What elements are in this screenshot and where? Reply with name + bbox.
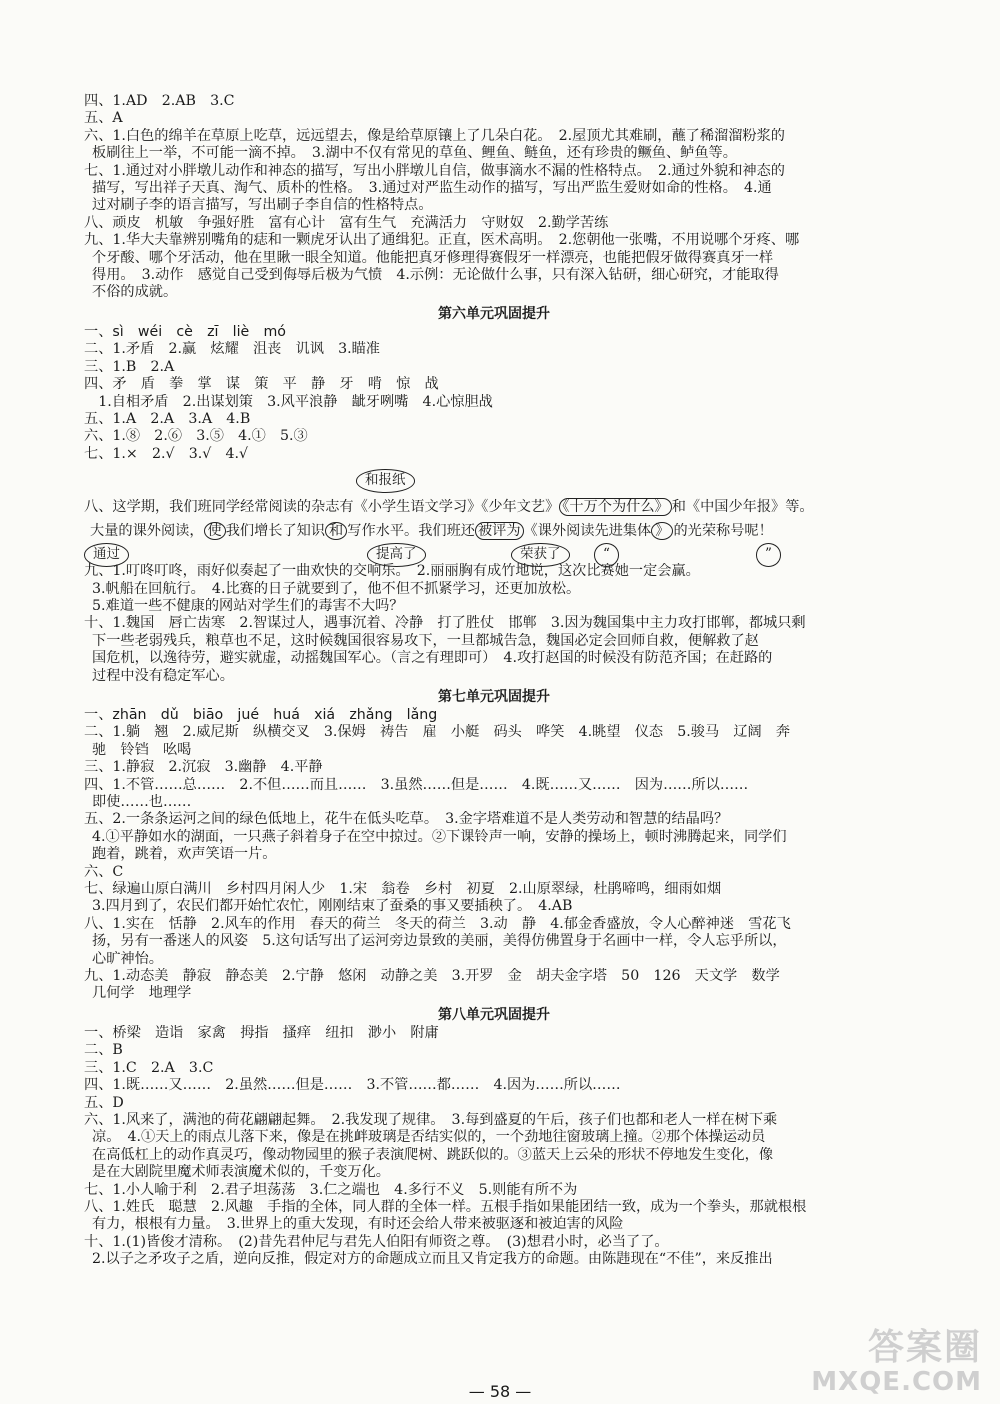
proof-mark-circle: 和 <box>325 522 347 540</box>
answer-line: 1.自相矛盾 2.出谋划策 3.风平浪静 龇牙咧嘴 4.心惊胆战 <box>84 393 493 410</box>
answer-line: 八、1.实在 恬静 2.风车的作用 春天的荷兰 冬天的荷兰 3.动 静 4.郁金香盛放，令人心醉神迷 雪花飞 <box>84 915 791 932</box>
answer-line: 五、A <box>84 110 123 127</box>
watermark-text: 答案圈 <box>867 1327 982 1368</box>
answer-line: 八、1.姓氏 聪慧 2.风趣 手指的全体，同人群的全体一样。五根手指如果能团结一致，成为一个拳头，那就根根 <box>84 1198 807 1215</box>
answer-line: 二、B <box>84 1042 123 1059</box>
answer-line: 过对刷子李的语言描写，写出刷子李自信的性格特点。 <box>92 197 433 214</box>
answer-line: 九、1.叮咚叮咚，雨好似奏起了一曲欢快的交响乐。 2.丽丽胸有成竹地说，这次比赛她一定会赢。 <box>84 563 700 580</box>
answer-line: 是在大剧院里魔术师表演魔术似的，千变万化。 <box>92 1164 390 1181</box>
answer-line: 三、1.静寂 2.沉寂 3.幽静 4.平静 <box>84 759 323 776</box>
pinyin-line: 一、sì wéi cè zī liè mó <box>84 323 286 340</box>
answer-line: 七、1.小人喻于利 2.君子坦荡荡 3.仁之端也 4.多行不义 5.则能有所不为 <box>84 1181 578 1198</box>
answer-line: 心旷神怡。 <box>92 950 163 967</box>
answer-line: 四、矛 盾 拳 掌 谋 策 平 静 牙 啃 惊 战 <box>84 376 439 393</box>
unit7-title: 第七单元巩固提升 <box>438 688 550 705</box>
answer-line: 三、1.B 2.A <box>84 358 175 375</box>
answer-line: 几何学 地理学 <box>92 985 192 1002</box>
answer-line: 3.四月到了，农民们都开始忙农忙，刚刚结束了蚕桑的事又要插秧了。 4.AB <box>92 898 573 915</box>
answer-line: 六、1.风来了，满池的荷花翩翩起舞。 2.我发现了规律。 3.每到盛夏的午后，孩子们也都和老人一样在树下乘 <box>84 1111 778 1128</box>
insert-balloon: 提高了 <box>367 543 426 566</box>
proof-text: 有《小学生语文学习》《少年文艺》 <box>339 499 560 516</box>
watermark-logo <box>811 1328 982 1396</box>
proof-mark-circle: 》 <box>651 522 673 540</box>
answer-line: 六、1.白色的绵羊在草原上吃草，远远望去，像是给草原镶上了几朵白花。 2.屋顶尤其难刷，蘸了稀溜溜粉浆的 <box>84 127 785 144</box>
proof-text: 我们增长了知识 <box>225 523 326 540</box>
proof-text: 写作水平。我们班还 <box>347 523 475 540</box>
watermark-url: MXQE.COM <box>811 1367 982 1397</box>
answer-line: 八、顽皮 机敏 争强好胜 富有心计 富有生气 充满活力 守财奴 2.勤学苦练 <box>84 214 609 231</box>
page-number: — 58 — <box>468 1382 532 1401</box>
proof-mark-circle: 使 <box>204 522 226 540</box>
answer-page <box>84 93 904 1269</box>
answer-line: 七、绿遍山原白满川 乡村四月闲人少 1.宋 翁卷 乡村 初夏 2.山原翠绿，杜鹃啼鸣，细雨如烟 <box>84 881 722 898</box>
answer-line: 过程中没有稳定军心。 <box>92 667 234 684</box>
answer-line: 四、1.AD 2.AB 3.C <box>84 93 235 109</box>
unit5-end-answers <box>84 93 904 302</box>
proof-text: 的光荣称号呢！ <box>673 523 773 540</box>
answer-line: 驰 铃铛 吆喝 <box>92 741 192 758</box>
answer-line: 国危机，以逸待劳，避实就虚，动摇魏国军心。（言之有理即可） 4.攻打赵国的时候没有防范齐国；在赶路的 <box>92 650 773 667</box>
answer-line: 四、1.不管……总…… 2.不但……而且…… 3.虽然……但是…… 4.既……又…… 因为……所以…… <box>84 776 749 793</box>
answer-line: 七、1.通过对小胖墩儿动作和神态的描写，写出小胖墩儿自信，做事滴水不漏的性格特点。 2.通过外貌和神态的 <box>84 162 785 179</box>
proof-mark-box: 被评为 <box>475 522 524 540</box>
answer-line: 十、1.(1)皆俊才清称。 (2)昔先君仲尼与君先人伯阳有师资之尊。 (3)想君小时，必当了了。 <box>84 1233 669 1250</box>
answer-line: 四、1.既……又…… 2.虽然……但是…… 3.不管……都…… 4.因为……所以…… <box>84 1077 621 1094</box>
pinyin-line: 一、zhān dǔ biāo jué huá xiá zhǎng lǎng <box>84 706 438 723</box>
answer-line: 三、1.C 2.A 3.C <box>84 1059 214 1076</box>
proof-line-2 <box>90 523 773 540</box>
proof-mark-box: 《十万个为什么》 <box>559 498 671 516</box>
answer-line: 跑着，跳着，欢声笑语一片。 <box>92 846 277 863</box>
answer-line: 不俗的成就。 <box>92 284 178 301</box>
answer-line: 扬，另有一番迷人的风姿 5.这句话写出了运河旁边景致的美丽，美得仿佛置身于名画中一样，令人忘乎所以， <box>92 933 787 950</box>
answer-line: 2.以子之矛攻子之盾，逆向反推，假定对方的命题成立而且又肯定我方的命题。由陈韪现在“不佳”，来反推出 <box>92 1251 773 1268</box>
answer-line: 描写，写出祥子天真、淘气、质朴的性格。 3.通过对严监生动作的描写，写出严监生爱财如命的性格。 4.通 <box>92 180 772 197</box>
answer-line: 板刷往上一举，不可能一滴不掉。 3.湖中不仅有常见的草鱼、鲤鱼、鲢鱼，还有珍贵的鳜鱼、鲈鱼等。 <box>92 145 737 162</box>
proof-line-1 <box>84 499 814 516</box>
answer-line: 九、1.华大夫靠辨别嘴角的痣和一颗虎牙认出了通缉犯。正直，医术高明。 2.您朝他一张嘴，不用说哪个牙疼、哪 <box>84 232 800 249</box>
insert-balloon: 和报纸 <box>356 469 415 492</box>
answer-line: 下一些老弱残兵，粮草也不足，这时候魏国很容易攻下，一旦都城告急，魏国必定会回师自救，便解救了赵 <box>92 632 759 649</box>
insert-balloon: 荣获了 <box>511 543 570 566</box>
answer-line: 即使……也…… <box>92 794 192 810</box>
unit8-title: 第八单元巩固提升 <box>438 1006 550 1023</box>
proof-text: 《课外阅读先进集体 <box>523 523 652 540</box>
answer-line: 六、C <box>84 863 124 880</box>
answer-line: 十、1.魏国 唇亡齿寒 2.智谋过人，遇事沉着、冷静 打了胜仗 邯郸 3.因为魏国集中主力攻打邯郸，都城只剩 <box>84 615 806 632</box>
answer-line: 二、1.矛盾 2.赢 炫耀 沮丧 讥讽 3.瞄准 <box>84 341 380 358</box>
proof-text: 和《中国少年报》等。 <box>671 499 814 516</box>
proofreading-exercise <box>84 463 904 563</box>
answer-line: 得用。 3.动作 感觉自己受到侮辱后极为气愤 4.示例：无论做什么事，只有深入钻研，细心研究，才能取得 <box>92 267 779 284</box>
insert-balloon: “ <box>594 543 619 566</box>
answer-line: 3.帆船在回航行。 4.比赛的日子就要到了，他不但不抓紧学习，还更加放松。 <box>92 580 581 597</box>
answer-line: 九、1.动态美 静寂 静态美 2.宁静 悠闲 动静之美 3.开罗 金 胡夫金字塔 50 126 天文学 数学 <box>84 968 780 985</box>
answer-line: 五、2.一条条运河之间的绿色低地上，花牛在低头吃草。 3.金字塔难道不是人类劳动和智慧的结晶吗？ <box>84 811 729 828</box>
proof-text: 八、这学期，我们班同学经常阅读的杂志 <box>84 499 340 516</box>
answer-line: 六、1.⑧ 2.⑥ 3.⑤ 4.① 5.③ <box>84 428 308 445</box>
answer-line: 五、D <box>84 1094 124 1111</box>
answer-line: 凉。 4.①天上的雨点儿落下来，像是在挑衅玻璃是否结实似的，一个劲地往窗玻璃上撞。②那个体操运动员 <box>92 1129 766 1146</box>
unit6-title: 第六单元巩固提升 <box>438 305 550 322</box>
insert-balloon: 通过 <box>84 543 129 566</box>
insert-balloon: ” <box>756 543 781 566</box>
answer-line: 有力，根根有力量。 3.世界上的重大发现，有时还会给人带来被驱逐和被迫害的风险 <box>92 1216 624 1233</box>
answer-line: 五、1.A 2.A 3.A 4.B <box>84 410 251 427</box>
answer-line: 4.①平静如水的湖面，一只燕子斜着身子在空中掠过。②下课铃声一响，安静的操场上，顿时沸腾起来，同学们 <box>92 828 787 845</box>
answer-line: 个牙酸、哪个牙活动，他在里瞅一眼全知道。他能把真牙修理得赛假牙一样漂亮，也能把假牙做得赛真牙一样 <box>92 249 774 266</box>
proof-text: 大量的课外阅读， <box>90 523 204 540</box>
answer-line: 一、桥梁 造诣 家禽 拇指 搔痒 纽扣 渺小 附庸 <box>84 1024 439 1041</box>
answer-line: 二、1.躺 翘 2.威尼斯 纵横交叉 3.保姆 祷告 雇 小艇 码头 哗笑 4.眺望 仪态 5.骏马 辽阔 奔 <box>84 724 791 741</box>
answer-line: 在高低杠上的动作真灵巧，像动物园里的猴子表演爬树、跳跃似的。③蓝天上云朵的形状不停地发生变化，像 <box>92 1146 774 1163</box>
answer-line: 七、1.× 2.√ 3.√ 4.√ <box>84 445 249 462</box>
answer-line: 5.难道一些不健康的网站对学生们的毒害不大吗？ <box>92 597 404 614</box>
